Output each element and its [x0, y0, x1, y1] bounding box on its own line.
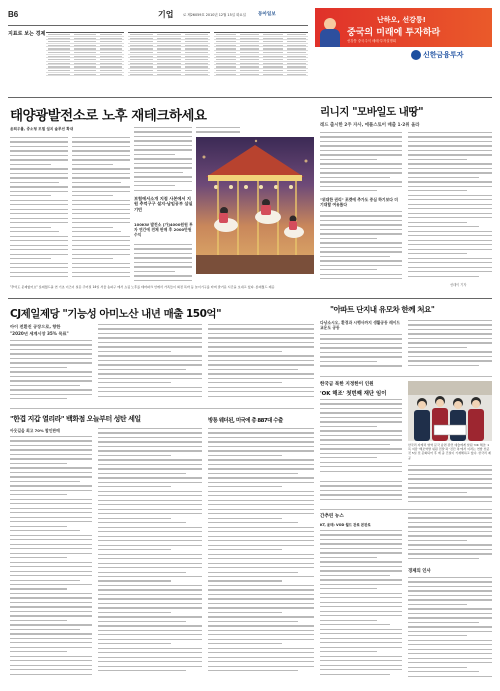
main-story-column-2	[72, 137, 130, 281]
right-story-column-2	[408, 132, 492, 280]
section-divider	[8, 97, 492, 98]
brief-column-1	[320, 530, 402, 686]
right-story-column-1b	[320, 211, 402, 283]
market-box	[8, 30, 308, 95]
main-story-box-sub: 100KW 발전소 [가]4000원원 투자 연간에 전체 판매 후 2000만원 수익	[134, 222, 193, 237]
cj-story-column-3	[208, 324, 314, 404]
ad-tagline-big: 중국의 미래에 투자하라	[347, 28, 441, 38]
ad-tagline-small: 난하오, 선강퉁!	[377, 16, 426, 24]
kbs-story-subhead[interactable]: 'OK 해조' 첫번째 재단 임이	[320, 391, 387, 397]
newspaper-brand: 동아일보	[258, 12, 276, 17]
masthead-rule	[8, 25, 308, 26]
main-photo-caption: "추억도 문제없어요" 롯데월드몰 연 기초 이즈이 설문 주어질 14일 서울 송파구 에서 쇼핑 노후를 테마파크 안에서 가족들이 회전 목마 등 놀이기구를 타며 즐거운 시간을 보내고 있다. 롯데월드 제공	[10, 285, 275, 289]
market-table-3	[214, 32, 308, 76]
market-table-1	[46, 32, 124, 76]
people-photo-illustration	[408, 381, 492, 441]
kbs-photo-caption: 한국리 자계리 영역 문국 남편 관련 예술에게 알린 'OK 해조' 1목 여담 '해조역발 위원 전달'과 '진단 복'에서 이러는 연합 선준 것 5일 전 문화되어 후 계 중 건설이 기재해하고 있다. 한국리 제공	[408, 443, 491, 460]
ad-brand-bar	[315, 47, 492, 63]
dept-story-column-1	[10, 436, 92, 686]
apt-story-column-1	[320, 334, 402, 372]
vest-story-column	[208, 428, 314, 686]
vest-story-headline[interactable]: 방통 웨더된, 미국에 총 887대 수출	[208, 418, 283, 424]
main-story-byline: 윤희우를, 중소형 모델 설치 솔루션 확대	[10, 127, 74, 131]
kbs-story-column-1b	[320, 481, 402, 505]
advertisement[interactable]	[315, 8, 492, 63]
apt-story-subhead: 다낭소시오, 환경과 시행사까지 생활공동 레이드 교운도 공동	[320, 320, 401, 330]
main-story-column-4	[196, 127, 240, 135]
right-story-byline: 선데이 기자	[450, 283, 467, 287]
kbs-divider	[320, 509, 492, 510]
cj-story-quote: "2020년 세계시장 35% 목표"	[10, 331, 69, 336]
mid-divider	[8, 298, 492, 299]
dept-story-subhead: 아웃길을 최고 70% 할인판매	[10, 428, 60, 433]
section-name: 기업	[158, 10, 174, 19]
apt-story-headline[interactable]: "아파트 단지내 유모차 한께 처요"	[330, 305, 435, 314]
masthead	[8, 8, 308, 24]
main-photo	[196, 137, 314, 274]
ad-subtext: 선강퉁 중국주식 매매·투자설명회	[347, 39, 397, 43]
brief-item-lead[interactable]: KT, 윤테: VOD 월드 관료 본판로	[320, 523, 371, 527]
edition-info: 로 제26059호 2010년 12월 15일 화요일	[183, 13, 246, 17]
right-story-headline[interactable]: 리니지 "모바일도 내땅"	[320, 106, 424, 118]
dept-story-headline[interactable]: "한겹 지갑 열리라" 백화점 오늘부터 성탄 세일	[10, 415, 141, 423]
market-table-2	[128, 32, 210, 76]
kbs-story-headline[interactable]: 한국금 북한 지정한이 인원	[320, 382, 374, 387]
main-story-column-3	[134, 127, 192, 193]
cj-story-column-2	[98, 324, 202, 404]
market-box-title: 지표로 보는 경제	[8, 31, 46, 37]
right-story-subhead: 레드 출시한 2주 자사, 애플스토어 매출 1·2위 올라	[320, 123, 420, 128]
right-story-inline-head: "위대한 권리" 포켓에 추가도 중심 하기보다 더 기대할 여유롭다	[320, 197, 398, 207]
page-number: B6	[8, 10, 19, 19]
right-story-column-1	[320, 132, 402, 194]
dept-story-column-2	[98, 428, 202, 686]
kbs-photo	[408, 381, 492, 441]
kbs-story-column-2	[408, 465, 492, 505]
main-story-box-title: 보험에서소개 지점 사본에서 지원 추억구구 설지·남임공부 삼실 기빈	[134, 196, 193, 212]
cj-story-headline[interactable]: CJ제일제당 "기능성 아미노산 내년 매출 150억"	[10, 308, 222, 320]
brief-column-2	[408, 513, 492, 565]
main-headline[interactable]: 태양광발전소로 노후 재테크하세요	[10, 108, 207, 124]
apt-divider	[320, 376, 492, 377]
cj-story-subhead: 아이 전환진 공장으로, 향한	[10, 324, 61, 329]
biz-section-title: 경제의 인사	[408, 569, 431, 574]
main-story-column-1	[10, 137, 68, 281]
ad-brand-logo-icon	[411, 50, 421, 60]
cj-story-column-1	[10, 340, 92, 404]
biz-column	[408, 577, 492, 686]
brief-section-title: 간추린 뉴스	[320, 514, 344, 519]
apt-story-column-2	[408, 320, 492, 372]
ad-brand: 신한금융투자	[423, 51, 464, 59]
cj-divider	[10, 408, 314, 409]
main-story-column-3b	[134, 244, 192, 282]
kbs-story-column-1	[320, 399, 402, 479]
carousel-illustration	[196, 137, 314, 274]
